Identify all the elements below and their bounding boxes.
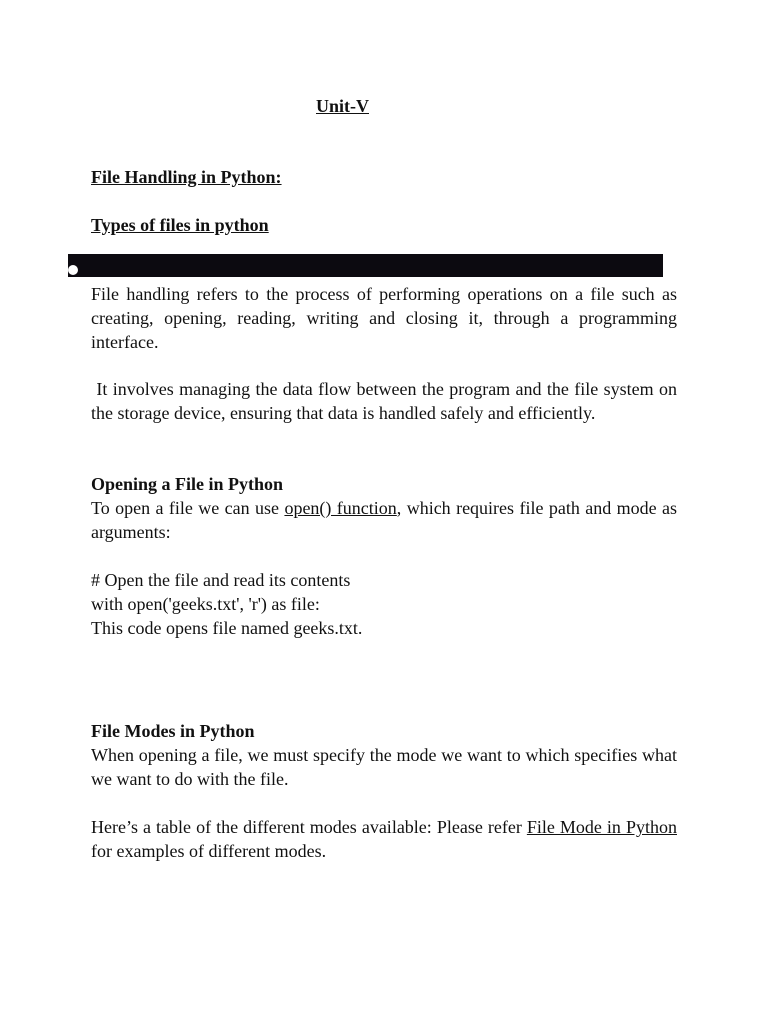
open-text-after: , which requires file path and mode as arguments: [91, 498, 677, 542]
paragraph-table-reference [91, 815, 677, 863]
redacted-bar [68, 254, 663, 277]
code-line: with open('geeks.txt', 'r') as file: [91, 594, 320, 614]
paragraph-open-function [91, 496, 677, 544]
table-text-before: Here’s a table of the different modes available: Please refer [91, 817, 527, 837]
code-example [91, 568, 677, 640]
code-line: This code opens file named geeks.txt. [91, 618, 363, 638]
unit-title: Unit-V [316, 96, 369, 116]
file-mode-link[interactable]: File Mode in Python [526, 817, 677, 837]
heading-file-modes: File Modes in Python [91, 721, 255, 741]
bullet-icon [68, 265, 78, 275]
heading-types-of-files: Types of files in python [91, 215, 269, 235]
heading-file-handling: File Handling in Python: [91, 167, 282, 187]
paragraph-involves: It involves managing the data flow between the program and the file system on the storage device, ensuring that data is handled safely and efficiently. [91, 379, 677, 423]
paragraph-definition: File handling refers to the process of performing operations on a file such as creating, opening, reading, writing and closing it, through a programming interface. [91, 284, 677, 352]
paragraph-modes: When opening a file, we must specify the mode we want to which specifies what we want to do with the file. [91, 745, 677, 789]
open-text-before: To open a file we can use [91, 498, 285, 518]
open-function-link[interactable]: open() function [284, 498, 397, 518]
table-text-after: for examples of different modes. [91, 841, 327, 861]
code-line: # Open the file and read its contents [91, 570, 351, 590]
heading-opening-file: Opening a File in Python [91, 474, 284, 494]
